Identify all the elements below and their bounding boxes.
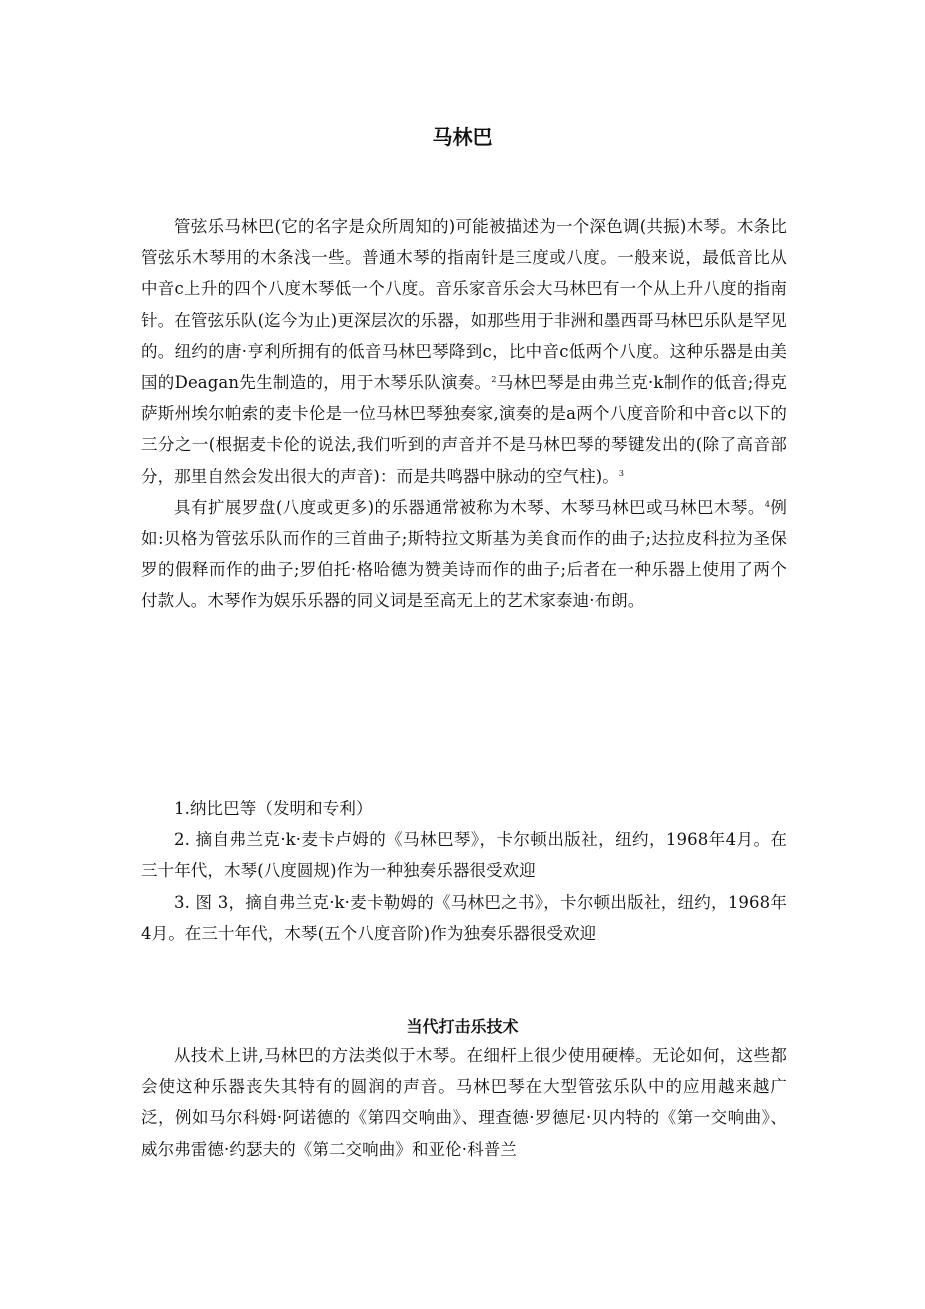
footnote-ref-3[interactable]: 3 <box>618 468 625 478</box>
paragraph-1 <box>141 211 787 492</box>
body-text-section-1 <box>141 211 787 617</box>
note-1: 1.纳比巴等（发明和专利） <box>174 799 373 818</box>
body-text-section-2 <box>141 1040 787 1165</box>
paragraph-3: 从技术上讲,马林巴的方法类似于木琴。在细杆上很少使用硬棒。无论如何，这些都会使这种乐器丧失其特有的圆润的声音。马林巴琴在大型管弦乐队中的应用越来越广泛，例如马尔科姆·阿诺德的《第四交响曲》、理查德·罗德尼·贝内特的《第一交响曲》、威尔弗雷德·约瑟夫的《第二交响曲》和亚伦·科普兰 <box>141 1046 787 1159</box>
footnote-ref-2[interactable]: 2 <box>491 375 497 385</box>
paragraph-1-part-2: 马林巴琴是由弗兰克·k制作的低音;得克萨斯州埃尔帕索的麦卡伦是一位马林巴琴独奏家,演奏的是a两个八度音阶和中音c以下的三分之一(根据麦卡伦的说法,我们听到的声音并不是马林巴琴的琴键发出的(除了高音部分，那里自然会发出很大的声音)：而是共鸣器中脉动的空气柱)。 <box>141 373 787 486</box>
note-3: 3. 图 3，摘自弗兰克·k·麦卡勒姆的《马林巴之书》，卡尔顿出版社，纽约，1968年4月。在三十年代，木琴(五个八度音阶)作为独奏乐器很受欢迎 <box>141 892 787 943</box>
paragraph-2-part-1: 具有扩展罗盘(八度或更多)的乐器通常被称为木琴、木琴马林巴或马林巴木琴。 <box>174 497 765 517</box>
page-title: 马林巴 <box>432 125 493 149</box>
section-title: 当代打击乐技术 <box>406 1017 519 1036</box>
notes-section <box>141 793 787 949</box>
paragraph-2-part-2: 例如:贝格为管弦乐队而作的三首曲子;斯特拉文斯基为美食而作的曲子;达拉皮科拉为圣保罗的假释而作的曲子;罗伯托·格哈德为赞美诗而作的曲子;后者在一种乐器上使用了两个付款人。木琴作为娱乐乐器的同义词是至高无上的艺术家泰迪·布朗。 <box>141 497 787 611</box>
note-2: 2. 摘自弗兰克·k·麦卡卢姆的《马林巴琴》，卡尔顿出版社，纽约，1968年4月。在三十年代，木琴(八度圆规)作为一种独奏乐器很受欢迎 <box>141 830 787 881</box>
paragraph-1-part-1: 管弦乐马林巴(它的名字是众所周知的)可能被描述为一个深色调(共振)木琴。木条比管弦乐木琴用的木条浅一些。普通木琴的指南针是三度或八度。一般来说，最低音比从中音c上升的四个八度木琴低一个八度。音乐家音乐会大马林巴有一个从上升八度的指南针。在管弦乐队(迄今为止)更深层次的乐器，如那些用于非洲和墨西哥马林巴乐队是罕见的。纽约的唐·亨利所拥有的低音马林巴琴降到c，比中音c低两个八度。这种乐器是由美国的Deagan先生制造的，用于木琴乐队演奏。 <box>141 217 787 393</box>
footnote-ref-4[interactable]: 4 <box>764 499 771 509</box>
paragraph-2 <box>141 492 787 617</box>
